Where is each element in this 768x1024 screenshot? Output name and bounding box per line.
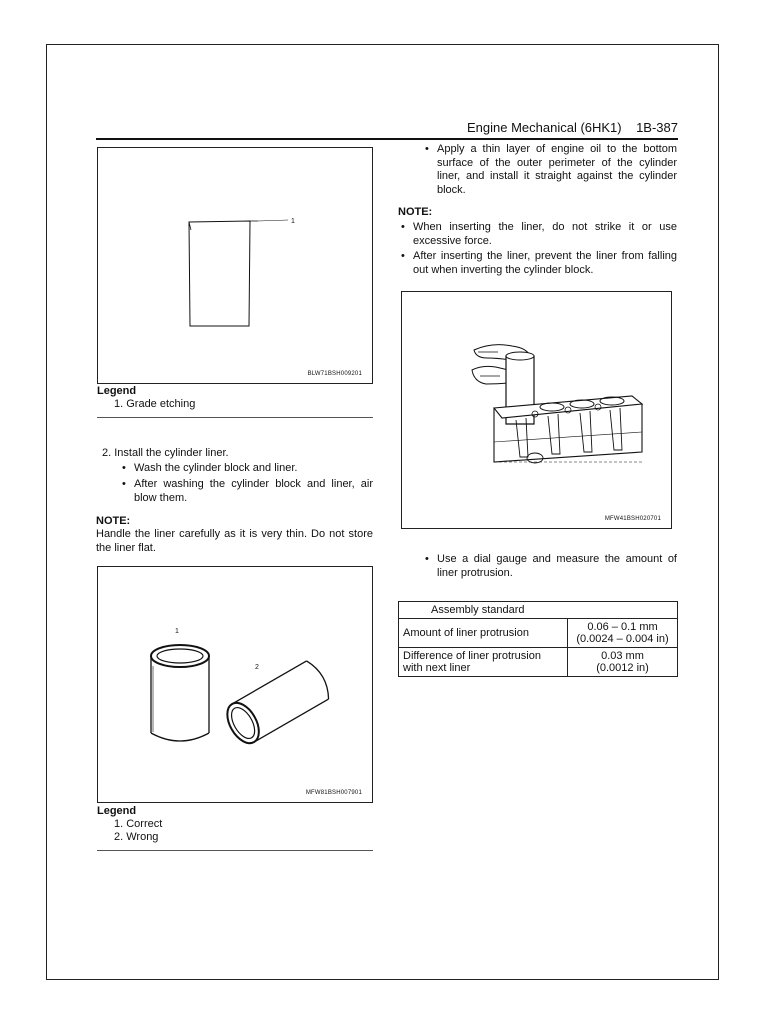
table-row bbox=[399, 648, 678, 677]
figure-grade-etching bbox=[97, 147, 373, 384]
bullet-item: • Apply a thin layer of engine oil to the bottom surface of the outer perimeter of the cylinder liner, and install it straight against the cylinder block. bbox=[425, 143, 677, 196]
table-row bbox=[399, 619, 678, 648]
note-title: NOTE: bbox=[398, 206, 433, 218]
table-cell-value: 0.03 mm (0.0012 in) bbox=[568, 648, 678, 677]
callout-1: 1 bbox=[175, 628, 179, 635]
page-header bbox=[96, 120, 678, 140]
bullet-item: • Use a dial gauge and measure the amount of liner protrusion. bbox=[425, 553, 677, 579]
legend-title: Legend bbox=[97, 385, 137, 397]
divider bbox=[97, 850, 373, 851]
table-cell-label: Amount of liner protrusion bbox=[399, 619, 568, 648]
liner-storage-drawing bbox=[98, 567, 374, 804]
note-text: Handle the liner carefully as it is very thin. Do not store the liner flat. bbox=[96, 528, 373, 554]
table-cell-value: 0.06 – 0.1 mm (0.0024 – 0.004 in) bbox=[568, 619, 678, 648]
table-header: Assembly standard bbox=[399, 602, 678, 619]
engine-block-drawing bbox=[402, 292, 673, 530]
bullet-item: • After washing the cylinder block and liner, air blow them. bbox=[122, 478, 373, 504]
figure-correct-wrong bbox=[97, 566, 373, 803]
page-title: Engine Mechanical (6HK1) 1B-387 bbox=[466, 120, 678, 135]
figure-code: MFW81BSH007901 bbox=[305, 790, 362, 796]
figure-code: MFW41BSH020701 bbox=[604, 516, 661, 522]
legend-item: 1. Grade etching bbox=[114, 398, 196, 410]
liner-outline-drawing bbox=[98, 148, 374, 385]
legend-item: 1. Correct bbox=[114, 818, 163, 830]
step-heading: 2. Install the cylinder liner. bbox=[102, 447, 229, 459]
table-cell-label: Difference of liner protrusion with next liner bbox=[399, 648, 568, 677]
legend-item: 2. Wrong bbox=[114, 831, 159, 843]
callout-1: 1 bbox=[291, 218, 295, 225]
bullet-item: • After inserting the liner, prevent the liner from falling out when inverting the cylinder block. bbox=[401, 250, 677, 276]
assembly-standard-table bbox=[398, 601, 678, 677]
bullet-item: • When inserting the liner, do not strike it or use excessive force. bbox=[401, 221, 677, 247]
figure-liner-install bbox=[401, 291, 672, 529]
divider bbox=[97, 417, 373, 418]
note-title: NOTE: bbox=[96, 515, 131, 527]
callout-2: 2 bbox=[255, 664, 259, 671]
legend-title: Legend bbox=[97, 805, 137, 817]
figure-code: BLW71BSH009201 bbox=[307, 371, 362, 377]
table-header-row bbox=[399, 602, 678, 619]
